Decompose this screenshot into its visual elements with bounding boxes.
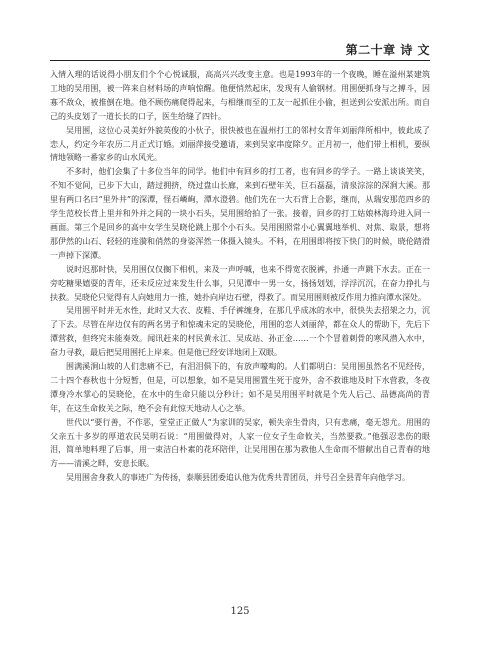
- body-text: [50, 68, 430, 598]
- page-number: 125: [230, 606, 250, 617]
- paragraph-1: 入情入理的话说得小朋友们个个心悦诚服，高高兴兴改变主意。也是1993年的一个夜晚，睡在溢州某建筑工地的吴用围，被一阵来自材料场的声响惊醒。他便悄然起床，发现有人偷钢材。用围便抓身与之搏斗，因寡不敌众，被推倒在地。他不顾伤痛爬得起来，与相继而至的工友一起抓住小偷，担送到公安派出所。而自己的头皮划了一道长长的口子，医生给缝了四针。: [50, 70, 430, 121]
- paragraph-6: 围满溪涧山坡的人们悲痛不已，有泪泪俱下的，有放声嚎啕的。人们都明白：吴用围虽然名不见经传，二十四个春秋也十分短暂，但是，可以想象，如不是吴用围置生死于度外，舍不救谁地及时下水营救，冬夜潭身冷水掌心的吴晓伦，在水中的生命只能以分秒计；如不是吴用围平时就是个先人后己、品德高尚的青年，在这生命攸关之际，绝不会有此惊天地动人心之举。: [50, 362, 430, 413]
- paragraph-8: 吴用围舍身救人的事迹广为传扬，泰顺县团委追认他为优秀共青团员，并号召全县青年向他学习。: [66, 473, 410, 483]
- paragraph-2: 吴用围，这位心灵美好外貌英俊的小伙子，很快被也在温州打工的邻村女青年刘丽萍所相中，彼此成了恋人，约定今年农历二月正式订婚。刘丽萍接受邀请，来到吴家串度除夕。正月初一，他们带上相机，要纵情地领略一番家乡的山水风光。: [50, 125, 430, 163]
- chapter-title: 第二十章 诗 文: [345, 43, 430, 57]
- paragraph-7: 世代以“要行善，不作恶，堂堂正正做人”为家训的吴家，顿失亲生骨肉，只有悲痛，毫无怨尤。用围的父亲五十多岁的厚道农民吴明石说：“用围做得对，人家一位女子生命攸关，当然要救。”他强忍悲伤的眼泪，简单地料理了后事，用一束洁白朴素的花环陪伴，让吴用围在那为救他人生命而不惜献出自己青春的地方——清溪之畔，安息长眠。: [50, 417, 430, 469]
- paragraph-5: 吴用围平时并无水性，此时又大衣、皮鞋、手仔裤缠身，在那几乎成冰的水中，很快失去招架之力，沉了下去。尽管在岸边仅有的两名男子和惊魂未定的吴晓伦，用围的恋人刘丽萍，都在众人的帮助下，先后下潭营救，但终究未能奏效。闻讯赶来的村民黄永江、吴成站、孙正金……一个个冒着刺骨的寒风潜入水中，奋力寻救，最后把吴用围托上岸来。但是他已经安详地闭上双眼。: [50, 306, 430, 358]
- header-rule: [50, 60, 430, 61]
- running-header: [50, 43, 430, 57]
- paragraph-4: 说时迟那时快，吴用围仅仅搁下相机，来及一声呼喊，也来不得宽衣脱裤，扑通一声跳下水去。正在一旁吃糖果嬉耍的青年，还未反应过来发生什么事，只见潭中一男一女，扬扬划划，浮浮沉沉，在奋力挣扎与扶救。吴晓伦只觉得有人向她用力一推，她扑向岸边石壁，得救了。而吴用围则被反作用力推向潭水深处。: [50, 264, 430, 302]
- paragraph-3: 不多时，他们会集了十多位当年的同学。他们中有回乡的打工者，也有回乡的学子。一路上谈谈笑笑，不知不觉间，已步下大山，踏过拥挤，绕过盘山长廊，来到石壁年关，巨石磊磊，清泉淙淙的深涧大溪。那里有两口名曰“里外井”的深潭，怪石嶙峋，潭水澄碧。他们先在一大石背上合影，继而，从瑞安那范四乡的学生范校长背上里并和外并之间的一块小石头，吴用围给拍了一张。接着，回乡的打工姑娘林海玲进入同一画面。第三个是回乡的高中女学生吴晓伦跳上那个小石头。吴用围照常小心翼翼地举机、对焦、取景，想将那伊然的山石、轻轻的连漪和俏然的身姿浑然一体摄入镜头。不料，在用围即将按下快门的时候，晓伦踏滑一声掉下深潭。: [50, 167, 430, 260]
